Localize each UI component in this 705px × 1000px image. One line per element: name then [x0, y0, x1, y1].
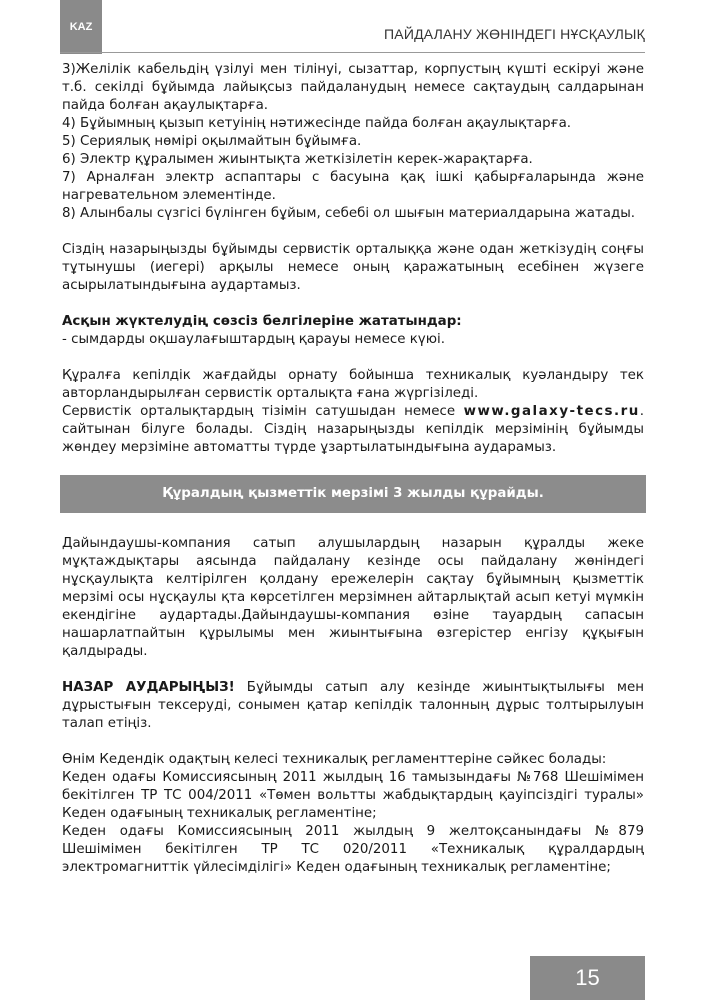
page-number-box	[530, 956, 645, 1000]
warranty-text-after: . сайтынан білуге болады. Сіздің назарыңызды кепілдік мерзімінің бұйымды жөндеу мерзіміне автоматты түрде ұзартылатындығына аударамыз.	[62, 404, 644, 455]
exclusion-item-4: 4) Бұйымның қызып кетуінің нәтижесінде пайда болған ақаулықтарға.	[62, 116, 572, 131]
overload-text: - сымдарды оқшаулағыштардың қарауы немесе күюі.	[62, 332, 445, 347]
header-title: ПАЙДАЛАНУ ЖӨНІНДЕГІ НҰСҚАУЛЫҚ	[384, 26, 645, 42]
warranty-text-before: Сервистік орталықтардың тізімін сатушыдан немесе	[62, 404, 464, 419]
compliance-intro: Өнім Кедендік одақтың келесі техникалық регламенттеріне сәйкес болады:	[62, 752, 607, 767]
website-link[interactable]: www.galaxy-tecs.ru	[463, 404, 640, 419]
warranty-paragraph-2	[62, 403, 644, 457]
compliance-item-1: Кеден одағы Комиссиясының 2011 жылдың 16 тамызындағы №768 Шешімімен бекітілген ТР ТС 004/2011 «Төмен вольтты жабдықтардың қауіпсіздігі туралы» Кеден одағының техникалық регламентіне;	[62, 770, 644, 821]
service-center-paragraph: Сіздің назарыңызды бұйымды сервистік орталыққа және одан жеткізудің соңғы тұтынушы (иегері) арқылы немесе оның қаражатының есебінен жүзеге асырылатындығына аудартамыз.	[62, 242, 644, 293]
header-divider	[60, 52, 645, 53]
overload-heading: Асқын жүктелудің сөзсіз белгілеріне жататындар:	[62, 314, 462, 329]
attention-text: Бұйымды сатып алу кезінде жиынтықтылығы мен дұрыстығын тексеруді, сонымен қатар кепілдік талонның дұрыс толтырылуын талап етіңіз.	[62, 680, 644, 731]
page-content	[62, 61, 644, 877]
manufacturer-paragraph: Дайындаушы-компания сатып алушылардың назарын құралды жеке мұқтаждықтары аясында пайдалану кезінде осы пайдалану жөніндегі нұсқаулықта келтірілген қолдану ережелерін сақтау бұйымның қызметтік мерзімі осы нұсқаулы қта көрсетілген мерзімнен айтарлықтай асып кетуі мүмкін екендігіне аудартады.Дайындаушы-компания өзіне тауардың сапасын нашарлатпайтын құрылымы мен жиынтығына өзгерістер енгізу құқығын қалдырады.	[62, 536, 644, 659]
exclusion-item-6: 6) Электр құралымен жиынтықта жеткізілетін керек-жарақтарға.	[62, 152, 533, 167]
attention-paragraph	[62, 679, 644, 733]
service-life-text: Құралдың қызметтік мерзімі 3 жылды құрайды.	[162, 486, 544, 501]
warranty-paragraph-1: Құралға кепілдік жағдайды орнату бойынша техникалық куәландыру тек авторландырылған сервистік орталықта ғана жүргізіледі.	[62, 368, 644, 401]
language-tab	[60, 0, 102, 54]
service-life-banner	[60, 475, 646, 513]
page-number: 15	[575, 965, 600, 990]
exclusion-item-7: 7) Арналған электр аспаптары с басуына қақ ішкі қабырғаларында және нагревательном элементінде.	[62, 170, 644, 203]
exclusion-item-3: 3)Желілік кабельдің үзілуі мен тілінуі, сызаттар, корпустың күшті ескіруі және т.б. секілді бұйымда лайықсыз пайдаланудың немесе сақтаудың салдарынан пайда болған ақаулықтарға.	[62, 62, 644, 113]
compliance-item-2: Кеден одағы Комиссиясының 2011 жылдың 9 желтоқсанындағы №879 Шешімімен бекітілген ТР ТС 020/2011 «Техникалық құралдардың электромагниттік үйлесімділігі» Кеден одағының техникалық регламентіне;	[62, 824, 644, 875]
language-label: KAZ	[69, 21, 93, 33]
exclusion-item-8: 8) Алынбалы сүзгісі бүлінген бұйым, себебі ол шығын материалдарына жатады.	[62, 206, 636, 221]
exclusion-item-5: 5) Сериялық нөмірі оқылмайтын бұйымға.	[62, 134, 362, 149]
attention-label: НАЗАР АУДАРЫҢЫЗ!	[62, 680, 235, 695]
